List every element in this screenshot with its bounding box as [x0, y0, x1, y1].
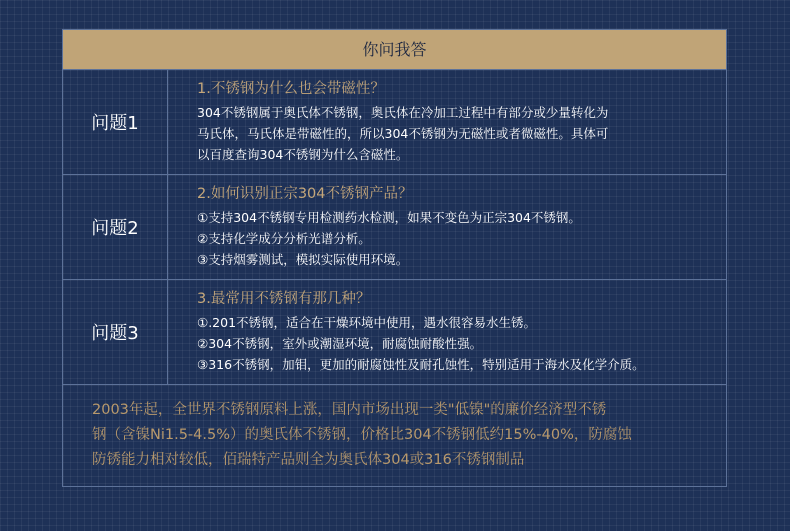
footer-line: 防锈能力相对较低，佰瑞特产品则全为奥氏体304或316不锈钢制品 — [92, 452, 525, 468]
question-text-3: 3.最常用不锈钢有那几种？ — [197, 291, 371, 307]
footer-line: 钢（含镍Ni1.5-4.5%）的奥氏体不锈钢，价格比304不锈钢低约15%-40%，防腐蚀 — [92, 427, 632, 443]
answer-line: 马氏体，马氏体是带磁性的，所以304不锈钢为无磁性或者微磁性。具体可 — [197, 126, 609, 141]
question-text-2: 2.如何识别正宗304不锈钢产品？ — [197, 186, 413, 202]
answer-line: ①支持304不锈钢专用检测药水检测，如果不变色为正宗304不锈钢。 — [197, 210, 581, 225]
question-text-1: 1.不锈钢为什么也会带磁性？ — [197, 81, 385, 97]
faq-row-1 — [63, 69, 726, 174]
answer-line: 304不锈钢属于奥氏体不锈钢，奥氏体在冷加工过程中有部分或少量转化为 — [197, 105, 609, 120]
faq-title: 你问我答 — [63, 30, 726, 69]
faq-row-3 — [63, 279, 726, 384]
footer-note — [63, 384, 726, 486]
question-label-1: 问题1 — [63, 70, 168, 174]
answer-cell-2 — [168, 175, 726, 279]
answer-line: ①.201不锈钢，适合在干燥环境中使用，遇水很容易水生锈。 — [197, 315, 537, 330]
footer-line: 2003年起，全世界不锈钢原料上涨，国内市场出现一类"低镍"的廉价经济型不锈 — [92, 402, 607, 418]
question-label-3: 问题3 — [63, 280, 168, 384]
answer-line: ②304不锈钢，室外或潮湿环境，耐腐蚀耐酸性强。 — [197, 336, 483, 351]
faq-row-2 — [63, 174, 726, 279]
answer-line: ②支持化学成分分析光谱分析。 — [197, 231, 371, 246]
answer-cell-1 — [168, 70, 726, 174]
question-label-2: 问题2 — [63, 175, 168, 279]
answer-cell-3 — [168, 280, 726, 384]
answer-line: ③支持烟雾测试，模拟实际使用环境。 — [197, 252, 409, 267]
faq-panel — [62, 29, 727, 487]
answer-line: ③316不锈钢，加钼，更加的耐腐蚀性及耐孔蚀性，特别适用于海水及化学介质。 — [197, 357, 645, 372]
answer-line: 以百度查询304不锈钢为什么含磁性。 — [197, 147, 409, 162]
